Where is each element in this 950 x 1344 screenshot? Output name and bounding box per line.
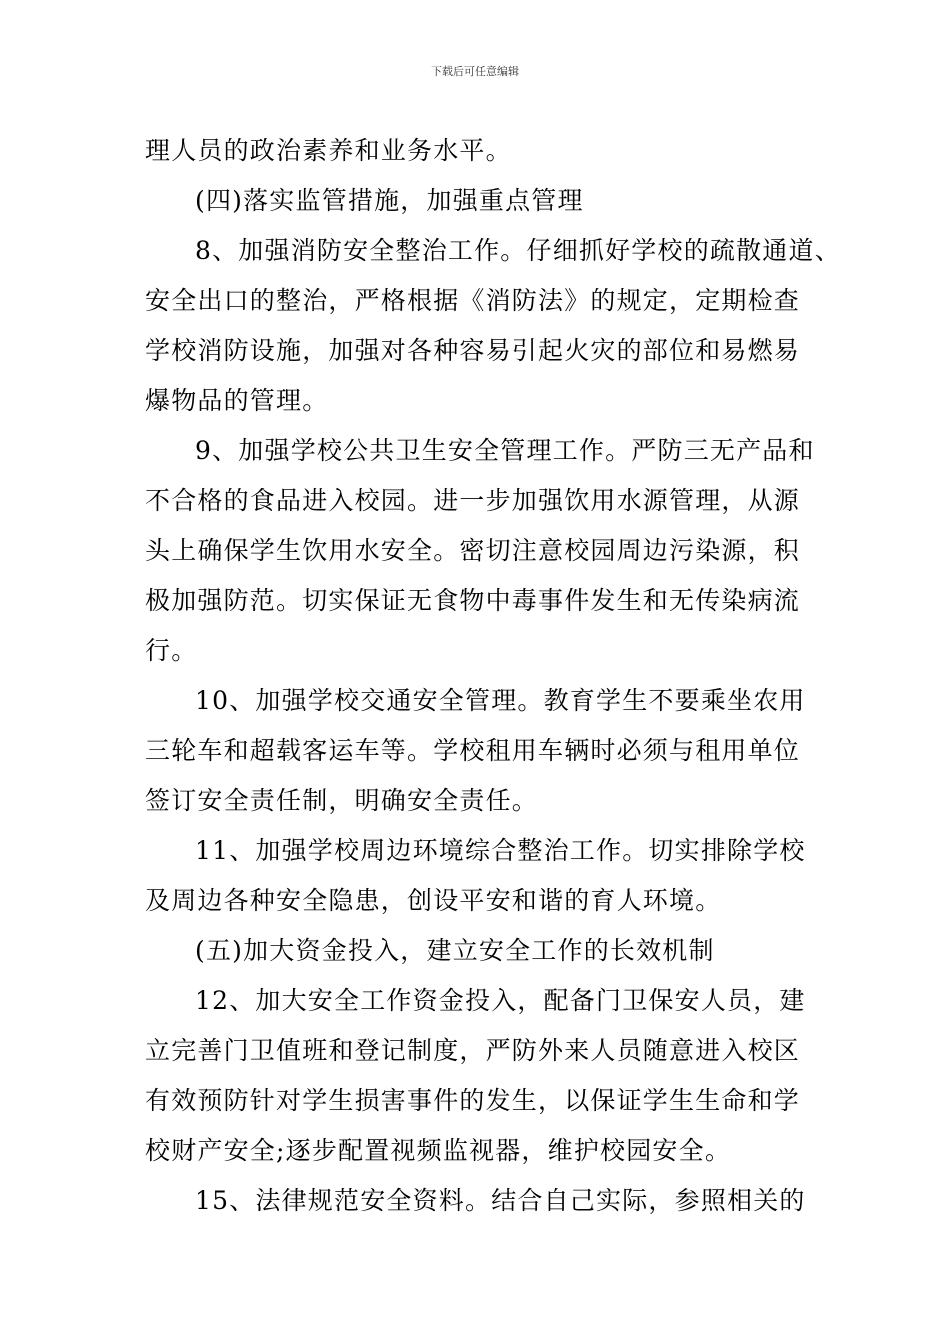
text-line: 理人员的政治素养和业务水平。 bbox=[145, 136, 512, 165]
text-line: 头上确保学生饮用水安全。密切注意校园周边污染源，积 bbox=[145, 536, 801, 565]
text-line: 9、加强学校公共卫生安全管理工作。严防三无产品和 bbox=[195, 436, 815, 465]
text-line: 签订安全责任制，明确安全责任。 bbox=[145, 786, 539, 815]
section-heading: (五)加大资金投入，建立安全工作的长效机制 bbox=[195, 936, 715, 965]
text-line: 不合格的食品进入校园。进一步加强饮用水源管理，从源 bbox=[145, 486, 801, 515]
text-line: 11、加强学校周边环境综合整治工作。切实排除学校 bbox=[195, 836, 806, 865]
page-header: 下载后可任意编辑 bbox=[431, 65, 519, 78]
section-heading: (四)落实监管措施，加强重点管理 bbox=[195, 186, 584, 215]
text-line: 10、加强学校交通安全管理。教育学生不要乘坐农用 bbox=[195, 686, 806, 715]
text-line: 三轮车和超载客运车等。学校租用车辆时必须与租用单位 bbox=[145, 736, 801, 765]
text-line: 及周边各种安全隐患，创设平安和谐的育人环境。 bbox=[145, 886, 722, 915]
text-line: 极加强防范。切实保证无食物中毒事件发生和无传染病流 bbox=[145, 586, 801, 615]
text-line: 行。 bbox=[145, 636, 198, 665]
text-line: 12、加大安全工作资金投入，配备门卫保安人员，建 bbox=[195, 986, 806, 1015]
document-body bbox=[145, 126, 845, 1226]
text-line: 立完善门卫值班和登记制度，严防外来人员随意进入校区 bbox=[145, 1036, 801, 1065]
text-line: 爆物品的管理。 bbox=[145, 386, 329, 415]
text-line: 校财产安全;逐步配置视频监视器，维护校园安全。 bbox=[145, 1136, 732, 1165]
text-line: 15、法律规范安全资料。结合自己实际，参照相关的 bbox=[195, 1186, 806, 1215]
text-line: 有效预防针对学生损害事件的发生，以保证学生生命和学 bbox=[145, 1086, 801, 1115]
text-line: 学校消防设施，加强对各种容易引起火灾的部位和易燃易 bbox=[145, 336, 801, 365]
text-line: 8、加强消防安全整治工作。仔细抓好学校的疏散通道、 bbox=[195, 236, 841, 265]
text-line: 安全出口的整治，严格根据《消防法》的规定，定期检查 bbox=[145, 286, 801, 315]
